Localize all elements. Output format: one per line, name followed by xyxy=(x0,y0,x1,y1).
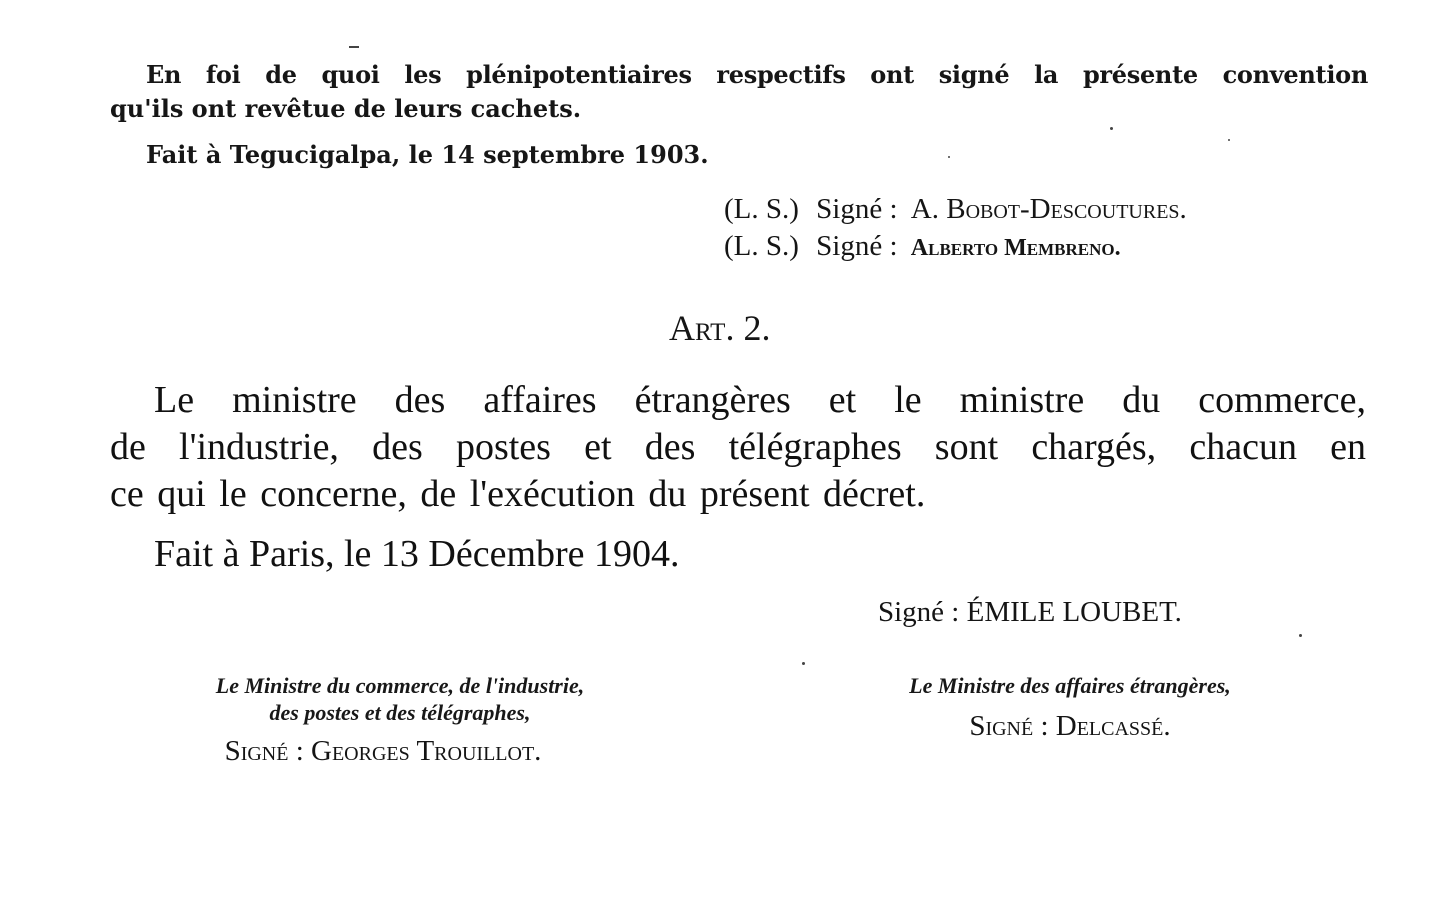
fait-tegucigalpa: Fait à Tegucigalpa, le 14 septembre 1903. xyxy=(146,140,709,169)
article-line-2: de l'industrie, des postes et des télégraphes sont chargés, chacun en xyxy=(110,426,1366,468)
treaty-signature-1 xyxy=(724,193,1187,226)
en-foi-line-1: En foi de quoi les plénipotentiaires respectifs ont signé la présente convention xyxy=(146,60,1368,89)
print-speck xyxy=(1110,127,1113,130)
signatory-name: A. Bobot-Descoutures. xyxy=(910,193,1187,225)
article-heading: Art. 2. xyxy=(669,308,771,348)
print-speck xyxy=(948,156,950,158)
minister-commerce-title-1: Le Ministre du commerce, de l'industrie, xyxy=(215,673,585,698)
article-line-3: ce qui le concerne, de l'exécution du présent décret. xyxy=(110,473,926,515)
print-speck xyxy=(349,46,359,48)
minister-commerce-title-2: des postes et des télégraphes, xyxy=(269,700,531,725)
article-line-1: Le ministre des affaires étrangères et le ministre du commerce, xyxy=(154,379,1366,421)
treaty-signature-2 xyxy=(724,230,1121,263)
print-speck xyxy=(1228,139,1230,141)
en-foi-line-2: qu'ils ont revêtue de leurs cachets. xyxy=(110,94,582,123)
minister-foreign-block xyxy=(800,673,1340,743)
minister-foreign-signature: Signé : Delcassé. xyxy=(969,710,1171,742)
seal-mark: (L. S.) xyxy=(724,193,799,225)
seal-mark: (L. S.) xyxy=(724,230,799,262)
minister-commerce-block xyxy=(120,673,680,768)
signe-label: Signé : xyxy=(816,193,898,225)
fait-paris: Fait à Paris, le 13 Décembre 1904. xyxy=(154,533,680,575)
minister-commerce-signature: Signé : Georges Trouillot. xyxy=(224,735,542,767)
signatory-name: Alberto Membreno. xyxy=(910,235,1121,261)
president-signature: Signé : ÉMILE LOUBET. xyxy=(878,596,1182,628)
minister-foreign-title: Le Ministre des affaires étrangères, xyxy=(909,673,1231,698)
print-speck xyxy=(1299,634,1302,637)
print-speck xyxy=(802,662,805,665)
signe-label: Signé : xyxy=(816,230,898,262)
